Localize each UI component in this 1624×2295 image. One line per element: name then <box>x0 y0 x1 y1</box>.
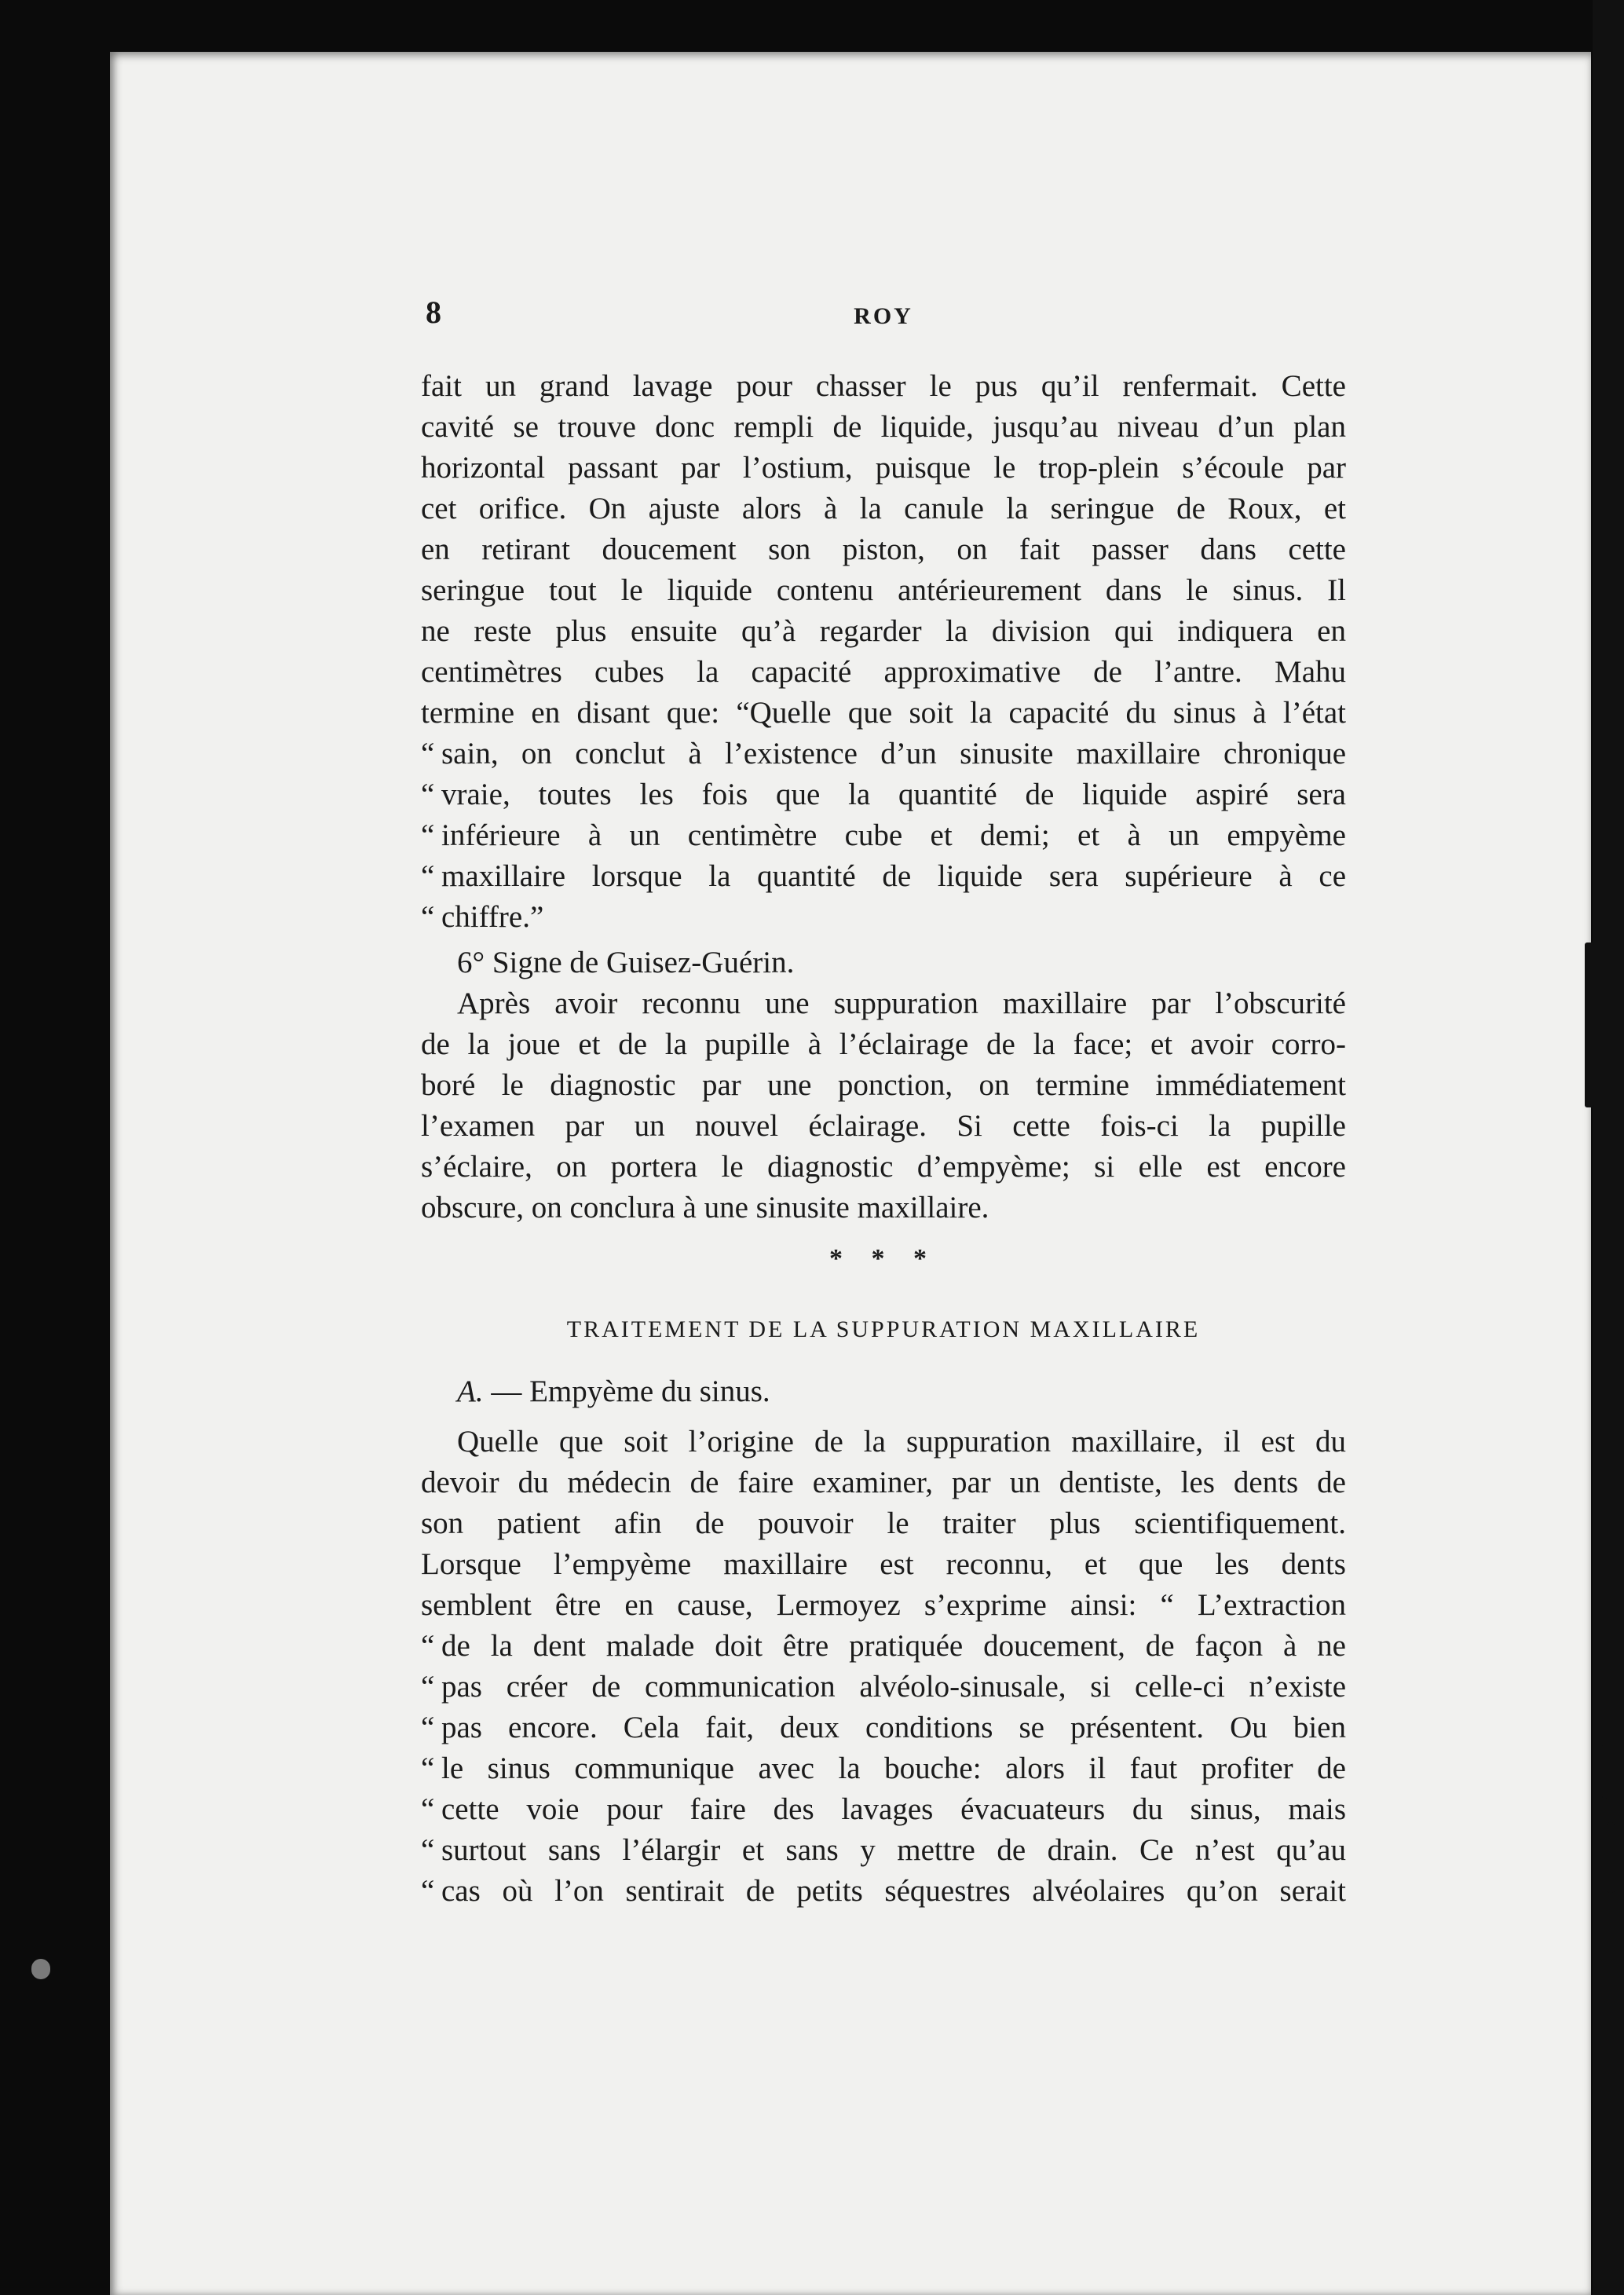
quote-line: “ de la dent malade doit être pratiquée doucement, de façon à ne <box>421 1626 1346 1667</box>
margin-mark <box>1602 1744 1608 1799</box>
text-line: en retirant doucement son piston, on fait passer dans cette <box>421 533 1346 566</box>
text-line: ne reste plus ensuite qu’à regarder la division qui indiquera en <box>421 614 1346 648</box>
section-separator: * * * <box>829 1244 938 1273</box>
quote-mark: “ <box>421 778 435 811</box>
quote-line: “ cas où l’on sentirait de petits séquestres alvéolaires qu’on serait <box>421 1871 1346 1912</box>
margin-mark <box>1585 943 1594 1107</box>
quote-mark: “ <box>421 818 435 852</box>
text-line: Après avoir reconnu une suppuration maxillaire par l’obscurité <box>457 986 1346 1020</box>
quote-line: “ chiffre.” <box>421 897 1346 938</box>
subheading-sign: 6° Signe de Guisez-Guérin. <box>457 946 795 979</box>
margin-mark <box>1607 1822 1615 1893</box>
text-line: s’éclaire, on portera le diagnostic d’empyème; si elle est encore <box>421 1150 1346 1184</box>
quote-mark: “ <box>421 1670 435 1704</box>
text-line: Lorsque l’empyème maxillaire est reconnu, et que les dents <box>421 1547 1346 1581</box>
text-line: cet orifice. On ajuste alors à la canule la seringue de Roux, et <box>421 492 1346 525</box>
text-line: termine en disant que: “Quelle que soit la capacité du sinus à l’état <box>421 696 1346 730</box>
page-number: 8 <box>426 295 441 330</box>
text-line: de la joue et de la pupille à l’éclairage de la face; et avoir corro- <box>421 1027 1346 1061</box>
quote-mark: “ <box>421 859 435 893</box>
section-title: TRAITEMENT DE LA SUPPURATION MAXILLAIRE <box>566 1316 1201 1342</box>
scan-speck <box>31 1959 50 1979</box>
quote-mark: “ <box>421 1629 435 1663</box>
quote-mark: “ <box>421 1751 435 1785</box>
text-line: obscure, on conclura à une sinusite maxillaire. <box>421 1191 989 1224</box>
subheading-empyeme: A. — Empyème du sinus. <box>457 1374 770 1408</box>
quote-line: “ vraie, toutes les fois que la quantité de liquide aspiré sera <box>421 774 1346 815</box>
quote-line: “ surtout sans l’élargir et sans y mettre de drain. Ce n’est qu’au <box>421 1830 1346 1871</box>
quote-line: “ sain, on conclut à l’existence d’un sinusite maxillaire chronique <box>421 734 1346 774</box>
text-line: horizontal passant par l’ostium, puisque le trop-plein s’écoule par <box>421 451 1346 485</box>
quote-line: “ maxillaire lorsque la quantité de liquide sera supérieure à ce <box>421 856 1346 897</box>
quote-line: “ pas encore. Cela fait, deux conditions se présentent. Ou bien <box>421 1708 1346 1748</box>
quote-mark: “ <box>421 1711 435 1744</box>
quote-mark: “ <box>421 1833 435 1867</box>
quote-mark: “ <box>421 900 435 934</box>
text-line: seringue tout le liquide contenu antérieurement dans le sinus. Il <box>421 573 1346 607</box>
text-line: devoir du médecin de faire examiner, par un dentiste, les dents de <box>421 1466 1346 1499</box>
text-line: semblent être en cause, Lermoyez s’exprime ainsi: “ L’extraction <box>421 1588 1346 1622</box>
subheading-letter: A. <box>457 1374 484 1408</box>
quote-line: “ cette voie pour faire des lavages évacuateurs du sinus, mais <box>421 1789 1346 1830</box>
text-line: fait un grand lavage pour chasser le pus qu’il renfermait. Cette <box>421 369 1346 403</box>
quote-mark: “ <box>421 1792 435 1826</box>
running-head <box>421 294 1346 333</box>
text-line: cavité se trouve donc rempli de liquide, jusqu’au niveau d’un plan <box>421 410 1346 444</box>
text-line: son patient afin de pouvoir le traiter plus scientifiquement. <box>421 1506 1346 1540</box>
text-line: l’examen par un nouvel éclairage. Si cette fois-ci la pupille <box>421 1109 1346 1143</box>
text-line: centimètres cubes la capacité approximative de l’antre. Mahu <box>421 655 1346 689</box>
quote-mark: “ <box>421 737 435 770</box>
text-line: boré le diagnostic par une ponction, on termine immédiatement <box>421 1068 1346 1102</box>
running-title: ROY <box>854 303 913 329</box>
quote-line: “ le sinus communique avec la bouche: alors il faut profiter de <box>421 1748 1346 1789</box>
text-line: Quelle que soit l’origine de la suppuration maxillaire, il est du <box>457 1425 1346 1459</box>
scan-border-right <box>1593 0 1624 2295</box>
quote-line: “ inférieure à un centimètre cube et demi; et à un empyème <box>421 815 1346 856</box>
quote-mark: “ <box>421 1874 435 1908</box>
quote-line: “ pas créer de communication alvéolo-sinusale, si celle-ci n’existe <box>421 1667 1346 1708</box>
